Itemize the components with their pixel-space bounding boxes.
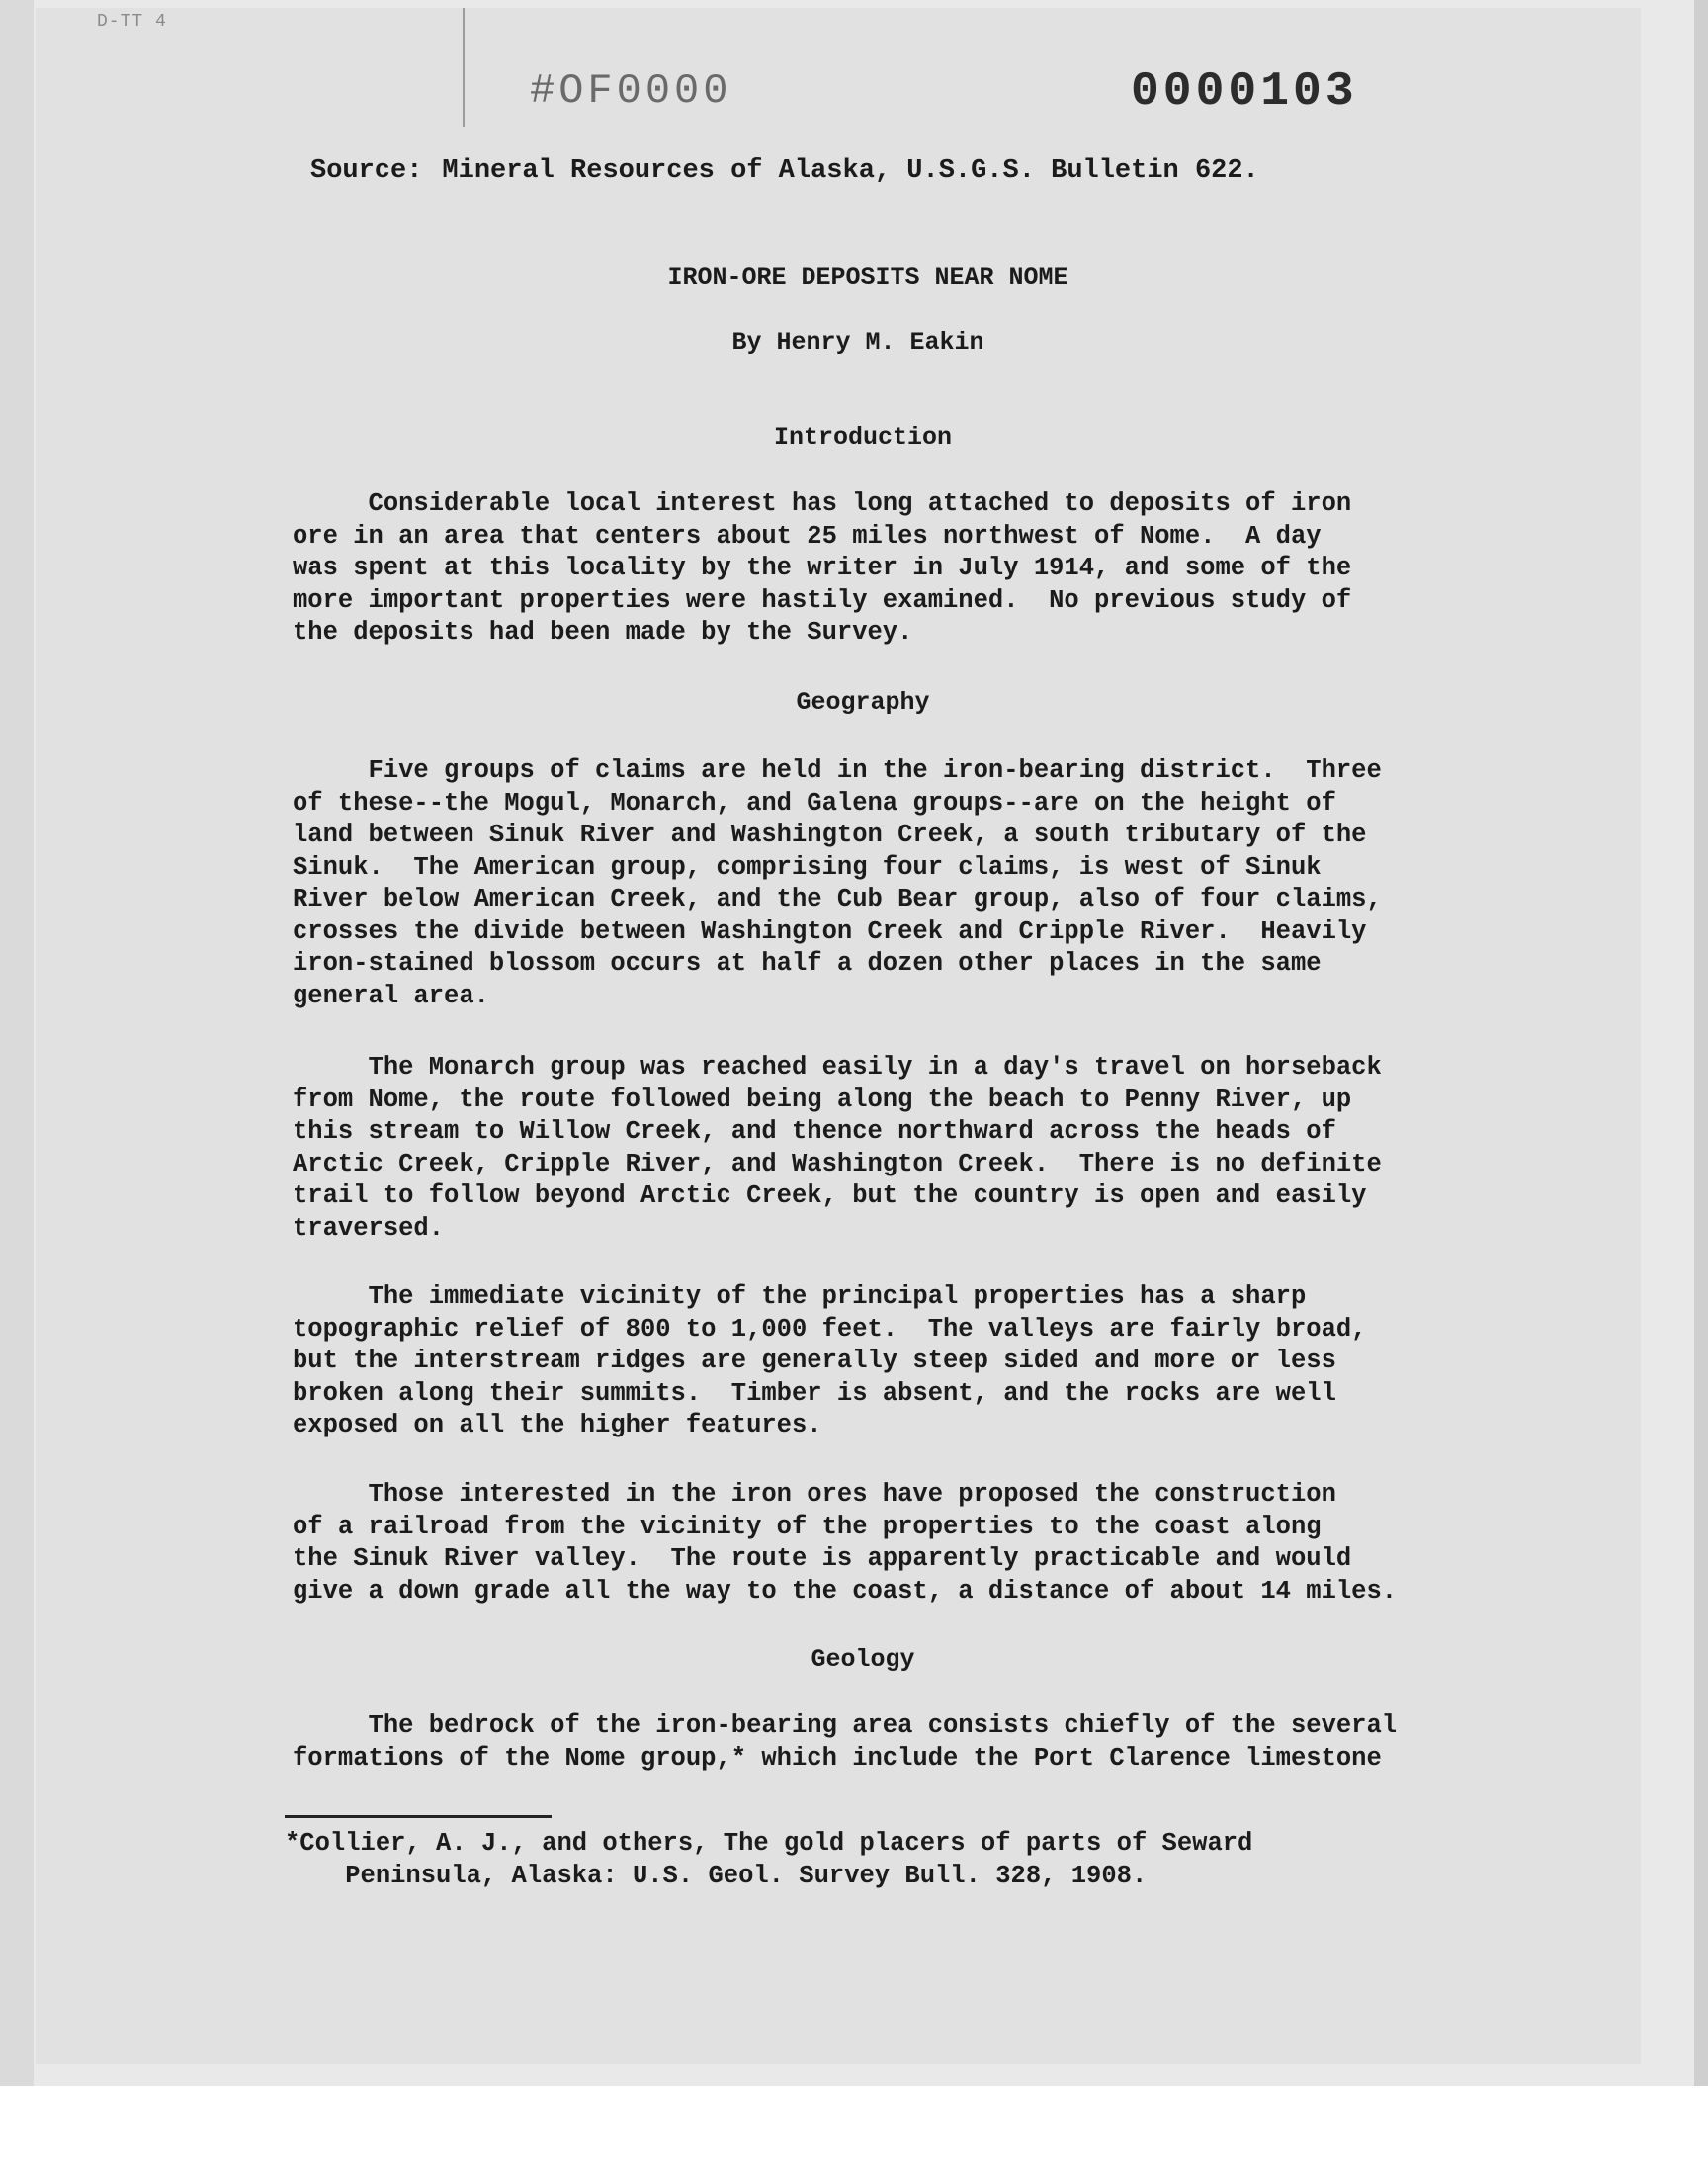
document-stamp-left: #OF0000 [530,67,732,115]
document-page [36,8,1641,2064]
source-label: Source: [310,156,423,186]
paragraph-geography-4: Those interested in the iron ores have proposed the construction of a railroad from the vicinity of the properties to the coast along the Sinuk River valley. The route is apparently practicable and would give a down grade all the way to the coast, a distance of about 14 miles. [293,1480,1398,1606]
heading-geography: Geography [796,688,930,717]
paragraph-geography-1: Five groups of claims are held in the iron-bearing district. Three of these--the Mogul, Monarch, and Galena groups--are on the height of land between Sinuk River and Washington Creek, a south tributary of the Sinuk. The American group, comprising four claims, is west of Sinuk River below American Creek, and the Cub Bear group, also of four claims, crosses the divide between Washington Creek and Cripple River. Heavily iron-stained blossom occurs at half a dozen other places in the same general area. [293,756,1382,1010]
document-author: By Henry M. Eakin [731,328,984,357]
scan-right-edge [1694,0,1708,2086]
document-number-stamp: 0000103 [1131,65,1358,119]
paper-fold-line [463,8,465,127]
paragraph-geography-2: The Monarch group was reached easily in a day's travel on horseback from Nome, the route followed being along the beach to Penny River, up this stream to Willow Creek, and thence northward across the heads of Arctic Creek, Cripple River, and Washington Creek. There is no definite trail to follow beyond Arctic Creek, but the country is open and easily traversed. [293,1053,1382,1243]
heading-introduction: Introduction [773,423,953,452]
paragraph-geography-3: The immediate vicinity of the principal properties has a sharp topographic relief of 800 to 1,000 feet. The valleys are fairly broad, but the interstream ridges are generally steep sided and more or less broken along their summits. Timber is absent, and the rocks are well exposed on all the higher features. [293,1282,1367,1439]
source-text: Mineral Resources of Alaska, U.S.G.S. Bulletin 622. [442,156,1259,186]
source-citation [310,156,1259,186]
paragraph-introduction: Considerable local interest has long attached to deposits of iron ore in an area that centers about 25 miles northwest of Nome. A day was spent at this locality by the writer in July 1914, and some of the more important properties were hastily examined. No previous study of the deposits had been made by the Survey. [293,489,1352,647]
footnote-rule [285,1815,552,1818]
heading-geology: Geology [811,1645,915,1674]
paragraph-geology: The bedrock of the iron-bearing area consists chiefly of the several formations of the Nome group,* which include the Port Clarence limestone [293,1711,1398,1773]
corner-handwritten-mark: D-TT 4 [97,12,167,32]
document-title: IRON-ORE DEPOSITS NEAR NOME [667,263,1068,292]
scan-left-edge [0,0,34,2086]
footnote: *Collier, A. J., and others, The gold placers of parts of Seward Peninsula, Alaska: U.S. Geol. Survey Bull. 328, 1908. [285,1829,1253,1890]
